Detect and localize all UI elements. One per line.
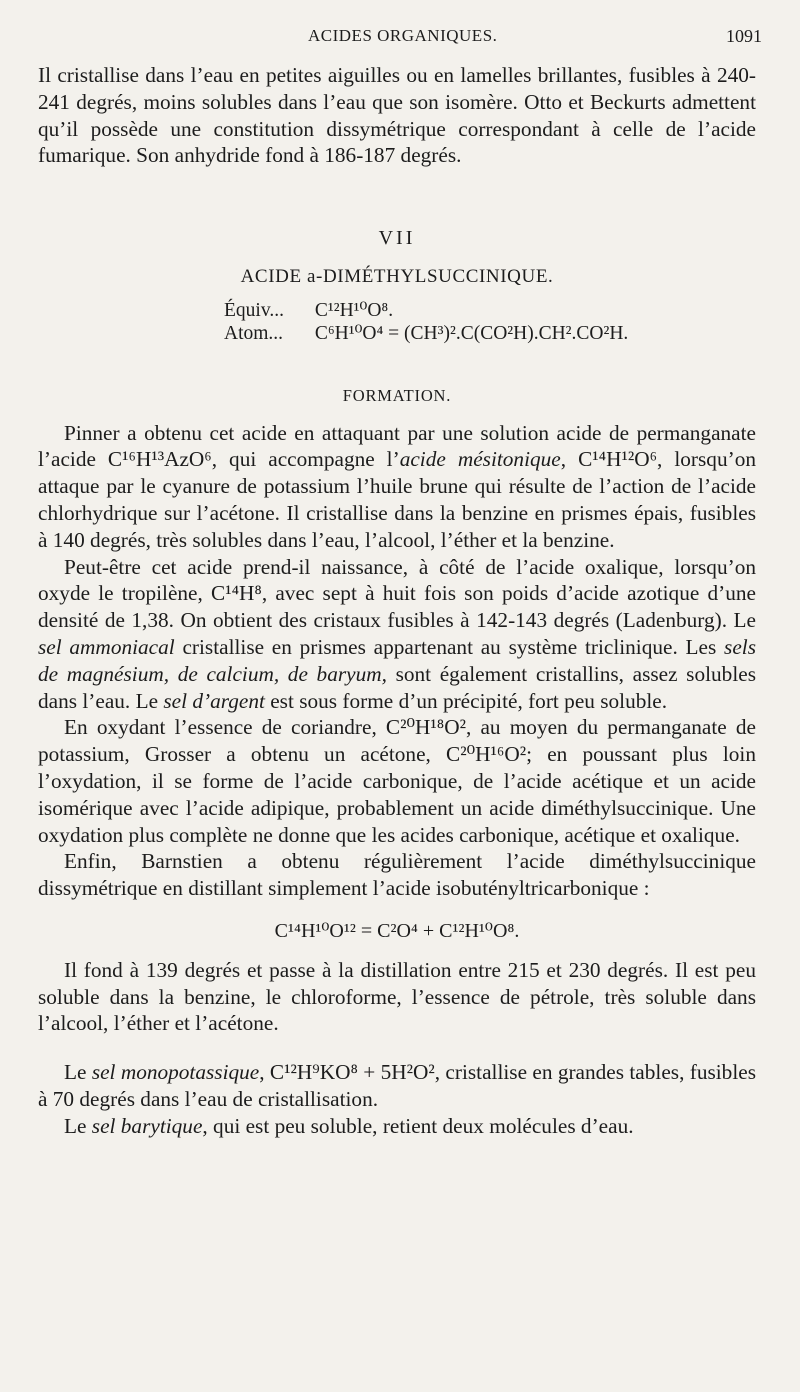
text-run: est sous forme d’un précipité, fort peu soluble. bbox=[264, 688, 668, 713]
paragraph-pinner bbox=[38, 420, 756, 554]
formation-heading: FORMATION. bbox=[342, 385, 452, 405]
italic-run: sel ammoniacal bbox=[38, 634, 175, 659]
spacer bbox=[38, 1037, 756, 1059]
italic-run: sels de magnésium, de calcium, de baryum, bbox=[38, 634, 756, 686]
section-number: VII bbox=[378, 227, 416, 250]
text-run: Pinner a obtenu cet acide en attaquant par une solution acide de permanganate l’acide C¹⁶H¹³AzO⁶, qui accompagne l’ bbox=[38, 420, 756, 472]
formula-equiv-row bbox=[224, 299, 756, 322]
paragraph-crystallization: Il cristallise dans l’eau en petites aiguilles ou en lamelles brillantes, fusibles à 240-241 degrés, moins solubles dans l’eau que son isomère. Otto et Beckurts admettent qu’il possède une constitution dissymétrique correspondant à celle de l’acide fumarique. Son anhydride fond à 186-187 degrés. bbox=[38, 63, 756, 168]
section-title: ACIDE a-DIMÉTHYLSUCCINIQUE. bbox=[240, 265, 554, 287]
equiv-label: Équiv... bbox=[224, 299, 284, 321]
running-title: ACIDES ORGANIQUES. bbox=[308, 26, 498, 45]
italic-run: sel d’argent bbox=[163, 688, 265, 713]
paragraph-tropilene bbox=[38, 554, 756, 715]
equiv-value: C¹²H¹⁰O⁸. bbox=[314, 299, 394, 321]
formula-block bbox=[224, 299, 756, 345]
text-run: Le bbox=[64, 1113, 92, 1138]
running-header bbox=[0, 26, 800, 50]
italic-run: sel barytique bbox=[91, 1113, 203, 1138]
page-number: 1091 bbox=[726, 26, 762, 46]
text-run: sont également cristallins, assez solubles dans l’eau. Le bbox=[38, 661, 756, 713]
paragraph-barnstien: Enfin, Barnstien a obtenu régulièrement l’acide diméthylsuccinique dissymétrique en distillant simplement l’acide isobutényltricarbonique : bbox=[38, 849, 756, 901]
body-text bbox=[38, 62, 756, 1140]
text-run: Le bbox=[64, 1060, 92, 1085]
paragraph-melting: Il fond à 139 degrés et passe à la distillation entre 215 et 230 degrés. Il est peu soluble dans la benzine, le chloroforme, l’essence de pétrole, très soluble dans l’alcool, l’éther et l’acétone. bbox=[38, 957, 756, 1036]
formula-atom-row bbox=[224, 322, 756, 345]
spacer bbox=[38, 169, 756, 225]
atom-label: Atom... bbox=[224, 322, 284, 344]
italic-run: sel monopotassique bbox=[91, 1060, 260, 1085]
text-run: , C¹⁴H¹²O⁶, lorsqu’on attaque par le cyanure de potassium l’huile brune qui résulte de l’action de l’acide chlorhydrique sur l’acétone. Il cristallise dans la benzine en prismes épais, fusibles à 140 degrés, très solubles dans l’eau, l’alcool, l’éther et la benzine. bbox=[38, 447, 756, 552]
paragraph-barytique bbox=[38, 1113, 756, 1140]
equation: C¹⁴H¹⁰O¹² = C²O⁴ + C¹²H¹⁰O⁸. bbox=[274, 919, 520, 942]
text-run: cristallise en prismes appartenant au système triclinique. Les bbox=[174, 634, 725, 659]
paragraph-monopotassique bbox=[38, 1059, 756, 1113]
italic-run: acide mésitonique bbox=[399, 447, 561, 472]
text-run: , qui est peu soluble, retient deux molécules d’eau. bbox=[202, 1113, 634, 1138]
atom-value: C⁶H¹⁰O⁴ = (CH³)².C(CO²H).CH².CO²H. bbox=[314, 322, 629, 344]
text-run: Peut-être cet acide prend-il naissance, à côté de l’acide oxalique, lorsqu’on oxyde le tropilène, C¹⁴H⁸, avec sept à huit fois son poids d’acide azotique d’une densité de 1,38. On obtient des cristaux fusibles à 142-143 degrés (Ladenburg). Le bbox=[38, 554, 756, 633]
paragraph-coriandre: En oxydant l’essence de coriandre, C²⁰H¹⁸O², au moyen du permanganate de potassium, Grosser a obtenu un acétone, C²⁰H¹⁶O²; en poussant plus loin l’oxydation, il se forme de l’acide carbonique, de l’acide acétique et un acide isomérique avec l’acide adipique, probablement un acide diméthylsuccinique. Une oxydation plus complète ne donne que les acides carbonique, acétique et oxalique. bbox=[38, 715, 756, 847]
text-run: , C¹²H⁹KO⁸ + 5H²O², cristallise en grandes tables, fusibles à 70 degrés dans l’eau de cristallisation. bbox=[38, 1060, 756, 1111]
